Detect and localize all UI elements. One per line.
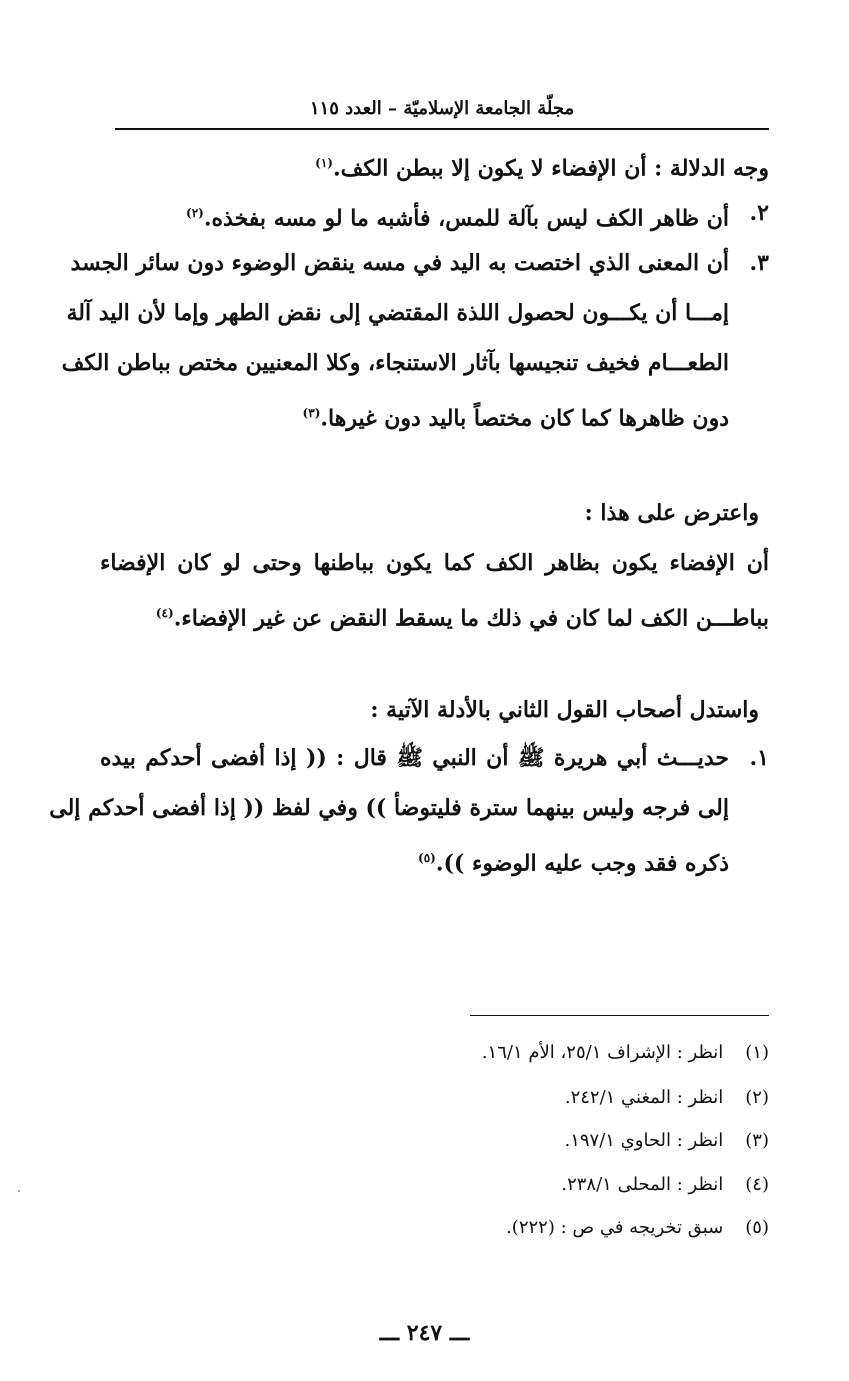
evidence-text: وجه الدلالة : أن الإفضاء لا يكون إلا ببطن الكف. [332, 155, 769, 182]
point-3-end-text: دون ظاهرها كما كان مختصاً باليد دون غيرها. [320, 405, 729, 432]
footnote-number: (١) [745, 1042, 769, 1063]
footnote-text: انظر : الحاوي ١٩٧/١. [564, 1130, 724, 1151]
header-divider [115, 128, 769, 130]
objection-line-2 [156, 598, 769, 633]
footnote-text: انظر : المحلى ٢٣٨/١. [561, 1174, 724, 1195]
footnote-ref-4: (٤) [155, 606, 174, 620]
footnote-number: (٤) [745, 1174, 769, 1195]
point-3-line-1: أن المعنى الذي اختصت به اليد في مسه ينقض الوضوء دون سائر الجسد [70, 250, 729, 276]
footnote-item [565, 1085, 769, 1111]
hadith-line-1: حديـــث أبي هريرة ﷺ أن النبي ﷺ قال : (( إذا أفضى أحدكم بيده [100, 745, 729, 771]
footnote-number: (٢) [745, 1087, 769, 1108]
point-3-line-2: إمـــا أن يكـــون لحصول اللذة المقتضي إلى نقض الطهر وإما لأن اليد آلة [66, 300, 729, 326]
footnote-ref-3: (٣) [302, 406, 321, 420]
point-3-line-3: الطعـــام فخيف تنجيسها بآثار الاستنجاء، وكلا المعنيين مختص بباطن الكف [61, 350, 729, 376]
hadith-line-3 [418, 843, 729, 878]
objection-end-text: بباطـــن الكف لما كان في ذلك ما يسقط النقض عن غير الإفضاء. [173, 605, 769, 632]
point-number-3: ٣. [749, 250, 769, 276]
point-2-line [186, 198, 729, 233]
footnote-divider [470, 1015, 769, 1016]
footnote-text: انظر : الإشراف ٢٥/١، الأم ١٦/١. [481, 1042, 724, 1063]
objection-line-1: أن الإفضاء يكون بظاهر الكف كما يكون بباطنها وحتى لو كان الإفضاء [100, 550, 769, 576]
footnote-ref-1: (١) [315, 156, 333, 170]
point-number-1: ١. [749, 745, 769, 771]
point-3-line-4 [303, 398, 729, 433]
footnote-item [564, 1128, 769, 1154]
footnote-number: (٥) [745, 1217, 769, 1238]
hadith-end-text: ذكره فقد وجب عليه الوضوء )). [435, 850, 729, 877]
scan-speck [18, 1190, 20, 1192]
footnote-ref-2: (٢) [186, 206, 204, 220]
footnote-item [482, 1040, 769, 1066]
second-opinion-heading: واستدل أصحاب القول الثاني بالأدلة الآتية : [370, 697, 759, 723]
page-number: ـــ ٢٤٧ ـــ [379, 1320, 470, 1346]
footnote-text: سبق تخريجه في ص : (٢٢٢). [506, 1217, 724, 1238]
evidence-line [315, 148, 769, 183]
hadith-line-2: إلى فرجه وليس بينهما سترة فليتوضأ )) وفي لفظ (( إذا أفضى أحدكم إلى [49, 795, 729, 821]
footnote-number: (٣) [745, 1130, 769, 1151]
point-number-2: ٢. [749, 200, 769, 226]
footnote-item [506, 1215, 769, 1241]
objection-heading: واعترض على هذا : [584, 500, 759, 526]
footnote-text: انظر : المغني ٢٤٢/١. [564, 1087, 724, 1108]
point-2-text: أن ظاهر الكف ليس بآلة للمس، فأشبه ما لو مسه بفخذه. [203, 205, 729, 232]
footnote-item [561, 1172, 769, 1198]
journal-header: مجلّة الجامعة الإسلاميّة – العدد ١١٥ [309, 98, 575, 119]
footnote-ref-5: (٥) [418, 851, 436, 865]
